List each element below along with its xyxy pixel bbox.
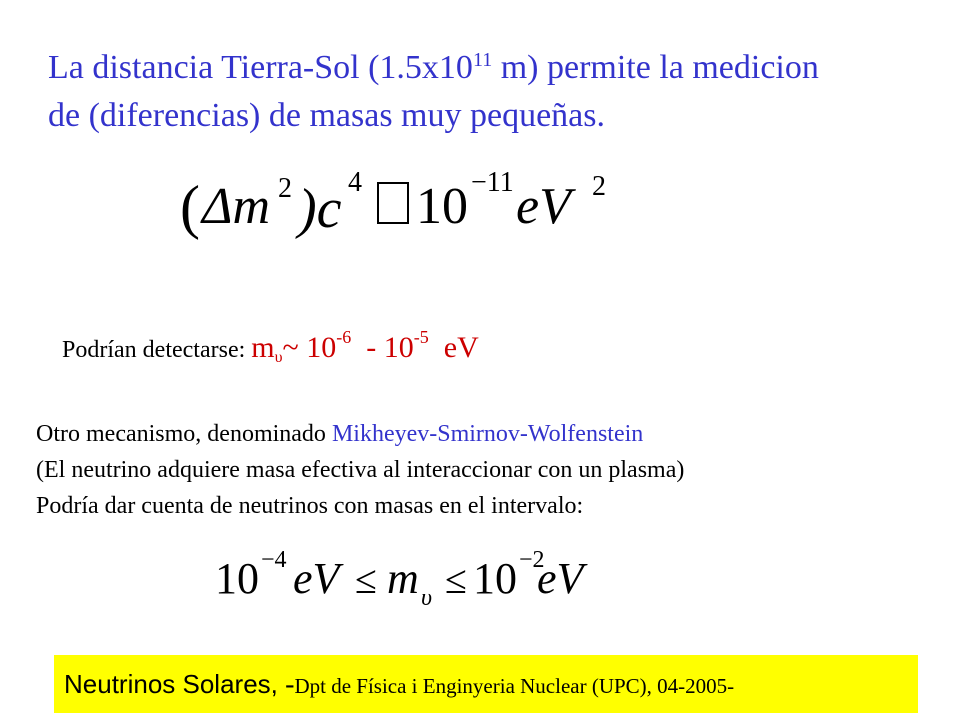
eq2-leq-b: ≤ bbox=[445, 557, 467, 602]
msw-line-1 bbox=[36, 416, 936, 452]
msw-mechanism-name: Mikheyev-Smirnov-Wolfenstein bbox=[331, 421, 644, 447]
title-line-1-text-a: La distancia Tierra-Sol (1.5x10 bbox=[48, 49, 473, 86]
eq1-open-paren: ( bbox=[180, 174, 200, 240]
detect-exponent-2: -5 bbox=[413, 327, 429, 347]
detect-mass-symbol: m bbox=[251, 331, 275, 364]
eq2-mass: m bbox=[387, 554, 419, 603]
eq2-exponent-a: −4 bbox=[261, 547, 287, 573]
eq1-m-exponent: 2 bbox=[278, 173, 292, 204]
detect-dash-ten: - 10 bbox=[351, 331, 414, 364]
footer-title: Neutrinos Solares, bbox=[64, 669, 286, 699]
eq2-mass-subscript: υ bbox=[421, 585, 433, 611]
title-line-1 bbox=[48, 44, 928, 92]
title-exponent: 11 bbox=[472, 49, 493, 71]
footer-department: Dpt de Física i Enginyeria Nuclear (UPC), 04-2005- bbox=[294, 674, 735, 698]
detect-unit: eV bbox=[428, 331, 479, 364]
eq1-ten-exponent: −11 bbox=[471, 167, 514, 198]
eq1-c-exponent: 4 bbox=[348, 167, 362, 198]
footer-dash: - bbox=[285, 669, 295, 700]
equation-mass-interval bbox=[215, 545, 595, 615]
equation-mass-difference bbox=[180, 165, 620, 255]
msw-paragraph bbox=[36, 416, 936, 524]
detect-mass-subscript: υ bbox=[274, 349, 283, 366]
footer-banner bbox=[54, 655, 918, 713]
detect-approx-ten: ~ 10 bbox=[282, 331, 337, 364]
eq2-ten-a: 10 bbox=[215, 554, 259, 603]
eq1-approx-glyph-box bbox=[378, 183, 408, 223]
title-line-1-text-b: m) permite la medicion bbox=[492, 49, 819, 86]
eq1-ten: 10 bbox=[416, 178, 468, 235]
eq2-ev-a: eV bbox=[293, 554, 340, 603]
msw-line-1-text: Otro mecanismo, denominado bbox=[36, 421, 332, 447]
detect-range bbox=[251, 327, 479, 366]
eq1-ev-exponent: 2 bbox=[592, 171, 606, 202]
eq1-ev: eV bbox=[516, 178, 571, 235]
eq1-close-c: )c bbox=[298, 178, 342, 240]
eq2-exponent-b: −2 bbox=[519, 547, 545, 573]
eq2-leq-a: ≤ bbox=[355, 557, 377, 602]
detect-label: Podrían detectarse: bbox=[62, 337, 252, 363]
detect-exponent-1: -6 bbox=[336, 327, 352, 347]
eq1-delta-m: Δm bbox=[202, 178, 271, 235]
eq2-ten-b: 10 bbox=[473, 554, 517, 603]
msw-line-3: Podría dar cuenta de neutrinos con masas en el intervalo: bbox=[36, 493, 584, 519]
msw-line-2: (El neutrino adquiere masa efectiva al interaccionar con un plasma) bbox=[36, 457, 685, 483]
title-line-2: de (diferencias) de masas muy pequeñas. bbox=[48, 97, 605, 134]
detectable-mass-line bbox=[62, 328, 479, 370]
slide-title bbox=[48, 44, 928, 140]
eq2-ev-b: eV bbox=[537, 554, 584, 603]
